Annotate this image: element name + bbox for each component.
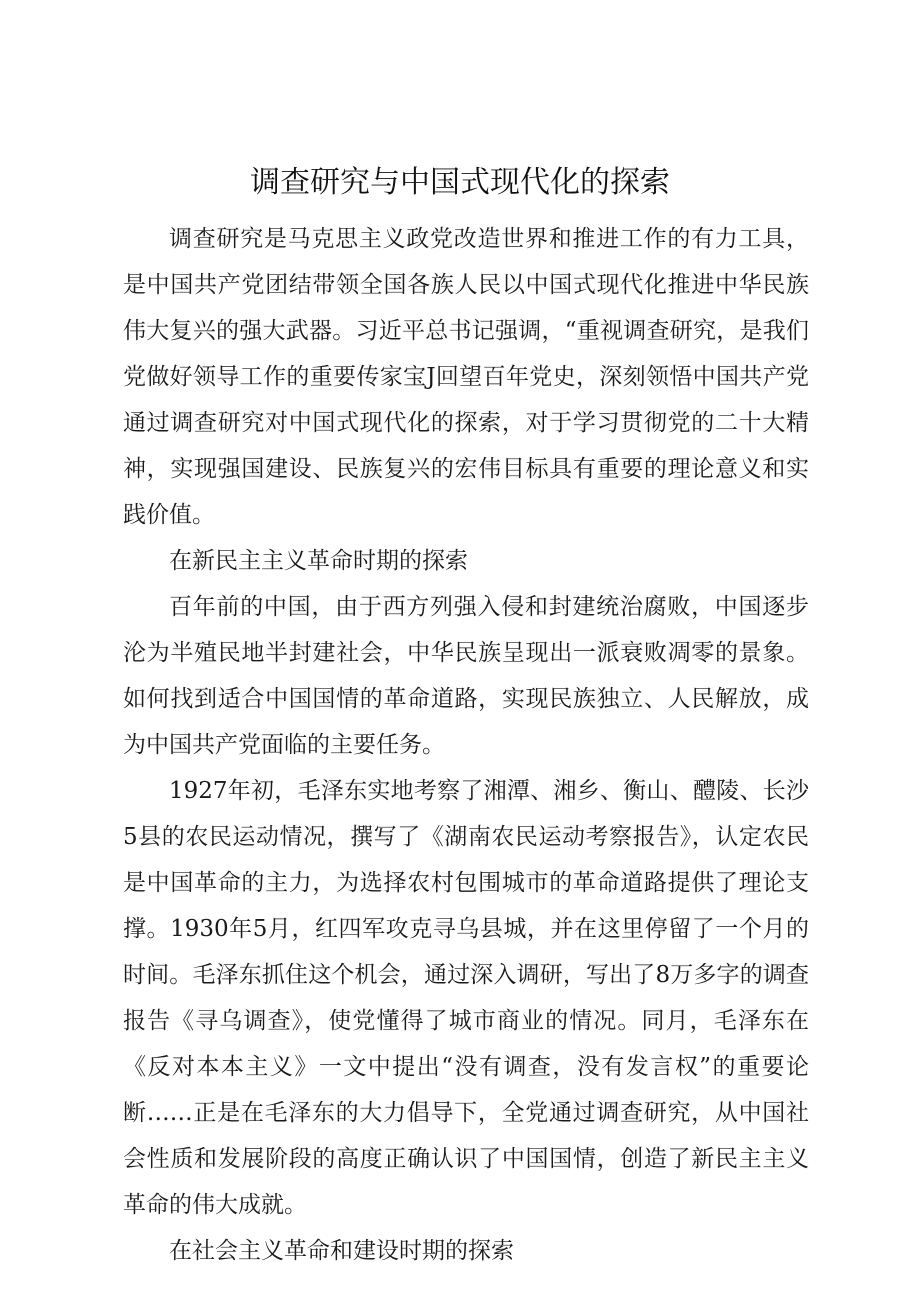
document-title: 调查研究与中国式现代化的探索	[250, 165, 670, 200]
document-body	[123, 216, 809, 1274]
paragraph-intro: 调查研究是马克思主义政党改造世界和推进工作的有力工具，是中国共产党团结带领全国各族人民以中国式现代化推进中华民族伟大复兴的强大武器。习近平总书记强调，“重视调查研究，是我们党做好领导工作的重要传家宝J回望百年党史，深刻领悟中国共产党通过调查研究对中国式现代化的探索，对于学习贯彻党的二十大精神，实现强国建设、民族复兴的宏伟目标具有重要的理论意义和实践价值。	[123, 226, 809, 528]
paragraph-mao-investigations: 1927年初，毛泽东实地考察了湘潭、湘乡、衡山、醴陵、长沙5县的农民运动情况，撰写了《湖南农民运动考察报告》，认定农民是中国革命的主力，为选择农村包围城市的革命道路提供了理论支撑。1930年5月，红四军攻克寻乌县城，并在这里停留了一个月的时间。毛泽东抓住这个机会，通过深入调研，写出了8万多字的调查报告《寻乌调查》，使党懂得了城市商业的情况。同月，毛泽东在《反对本本主义》一文中提出“没有调查，没有发言权”的重要论断……正是在毛泽东的大力倡导下，全党通过调查研究，从中国社会性质和发展阶段的高度正确认识了中国国情，创造了新民主主义革命的伟大成就。	[123, 778, 809, 1218]
section-heading-new-democratic: 在新民主主义革命时期的探索	[169, 548, 468, 574]
section-heading-socialist-period: 在社会主义革命和建设时期的探索	[169, 1238, 514, 1264]
paragraph-historical-background: 百年前的中国，由于西方列强入侵和封建统治腐败，中国逐步沦为半殖民地半封建社会，中华民族呈现出一派衰败凋零的景象。如何找到适合中国国情的革命道路，实现民族独立、人民解放，成为中国共产党面临的主要任务。	[123, 594, 809, 758]
